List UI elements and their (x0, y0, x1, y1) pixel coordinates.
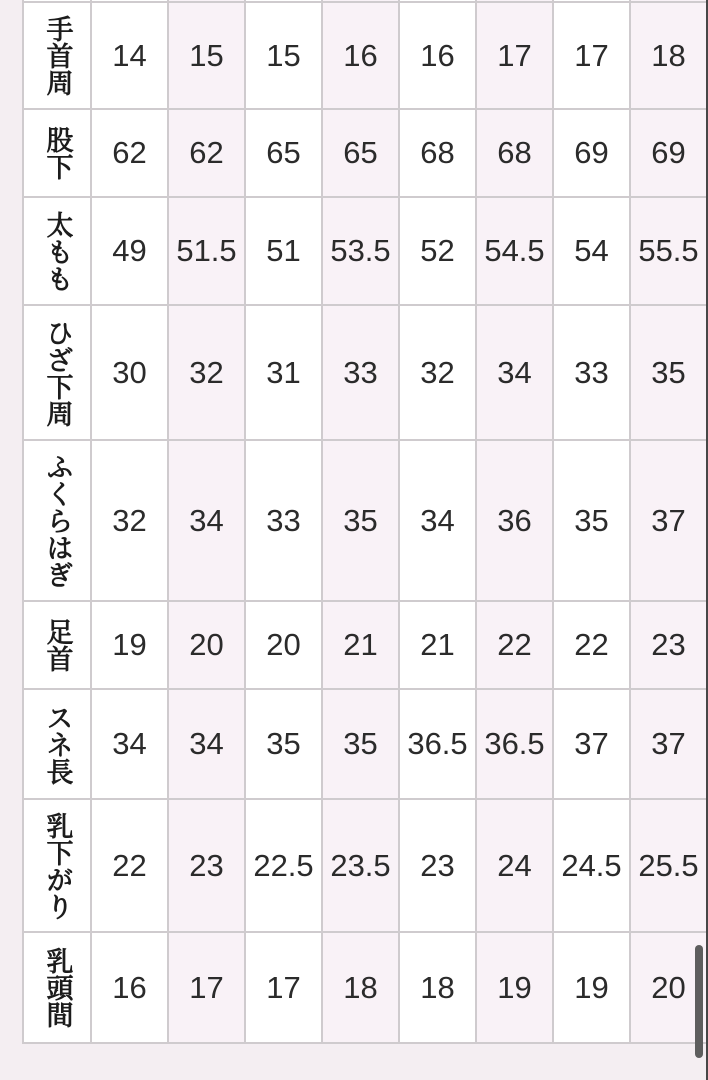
row-header-label: スネ長 (23, 689, 91, 799)
value-cell: 69 (630, 109, 707, 197)
value-cell: 49 (91, 197, 168, 305)
value-cell: 16 (399, 2, 476, 109)
value-cell: 37 (630, 440, 707, 601)
value-cell: 68 (476, 109, 553, 197)
value-cell: 17 (245, 932, 322, 1043)
value-cell: 34 (91, 689, 168, 799)
value-cell: 18 (630, 2, 707, 109)
value-cell: 17 (168, 932, 245, 1043)
value-cell: 34 (476, 305, 553, 440)
row-header-label: 乳頭間 (23, 932, 91, 1043)
value-cell: 19 (91, 601, 168, 689)
value-cell: 34 (399, 440, 476, 601)
value-cell: 17 (553, 2, 630, 109)
value-cell: 24 (476, 799, 553, 932)
row-header-label: 股下 (23, 109, 91, 197)
value-cell: 37 (553, 689, 630, 799)
value-cell: 33 (322, 305, 399, 440)
row-header-label: ひざ下周 (23, 305, 91, 440)
value-cell: 51 (245, 197, 322, 305)
value-cell: 20 (630, 932, 707, 1043)
scrollbar-thumb[interactable] (695, 945, 703, 1058)
value-cell: 14 (91, 2, 168, 109)
table-row (23, 689, 707, 799)
value-cell: 23 (630, 601, 707, 689)
value-cell: 54.5 (476, 197, 553, 305)
value-cell: 68 (399, 109, 476, 197)
value-cell: 54 (553, 197, 630, 305)
table-row (23, 932, 707, 1043)
size-chart-table (22, 0, 708, 1044)
value-cell: 23 (399, 799, 476, 932)
value-cell: 19 (553, 932, 630, 1043)
value-cell: 55.5 (630, 197, 707, 305)
value-cell: 65 (322, 109, 399, 197)
table-row (23, 197, 707, 305)
value-cell: 22 (91, 799, 168, 932)
row-header-label: 太もも (23, 197, 91, 305)
value-cell: 36.5 (399, 689, 476, 799)
value-cell: 32 (91, 440, 168, 601)
value-cell: 15 (245, 2, 322, 109)
value-cell: 35 (245, 689, 322, 799)
value-cell: 21 (322, 601, 399, 689)
table-row (23, 109, 707, 197)
value-cell: 37 (630, 689, 707, 799)
table-row (23, 305, 707, 440)
value-cell: 34 (168, 440, 245, 601)
value-cell: 62 (168, 109, 245, 197)
value-cell: 35 (553, 440, 630, 601)
value-cell: 21 (399, 601, 476, 689)
value-cell: 35 (322, 689, 399, 799)
value-cell: 17 (476, 2, 553, 109)
value-cell: 18 (322, 932, 399, 1043)
value-cell: 35 (322, 440, 399, 601)
table-row (23, 2, 707, 109)
row-header-label: ふくらはぎ (23, 440, 91, 601)
value-cell: 19 (476, 932, 553, 1043)
value-cell: 53.5 (322, 197, 399, 305)
value-cell: 51.5 (168, 197, 245, 305)
value-cell: 16 (91, 932, 168, 1043)
value-cell: 24.5 (553, 799, 630, 932)
value-cell: 32 (399, 305, 476, 440)
value-cell: 15 (168, 2, 245, 109)
value-cell: 31 (245, 305, 322, 440)
value-cell: 25.5 (630, 799, 707, 932)
value-cell: 65 (245, 109, 322, 197)
value-cell: 33 (245, 440, 322, 601)
value-cell: 22 (553, 601, 630, 689)
row-header-label: 手首周 (23, 2, 91, 109)
value-cell: 23 (168, 799, 245, 932)
value-cell: 22.5 (245, 799, 322, 932)
value-cell: 18 (399, 932, 476, 1043)
table-row (23, 601, 707, 689)
value-cell: 22 (476, 601, 553, 689)
size-chart-body (23, 0, 707, 1043)
value-cell: 23.5 (322, 799, 399, 932)
value-cell: 62 (91, 109, 168, 197)
value-cell: 20 (168, 601, 245, 689)
value-cell: 35 (630, 305, 707, 440)
value-cell: 52 (399, 197, 476, 305)
value-cell: 20 (245, 601, 322, 689)
value-cell: 30 (91, 305, 168, 440)
value-cell: 69 (553, 109, 630, 197)
table-row (23, 440, 707, 601)
row-header-label: 足首 (23, 601, 91, 689)
table-row (23, 799, 707, 932)
value-cell: 32 (168, 305, 245, 440)
row-header-label: 乳下がり (23, 799, 91, 932)
value-cell: 36 (476, 440, 553, 601)
value-cell: 33 (553, 305, 630, 440)
value-cell: 36.5 (476, 689, 553, 799)
value-cell: 34 (168, 689, 245, 799)
value-cell: 16 (322, 2, 399, 109)
